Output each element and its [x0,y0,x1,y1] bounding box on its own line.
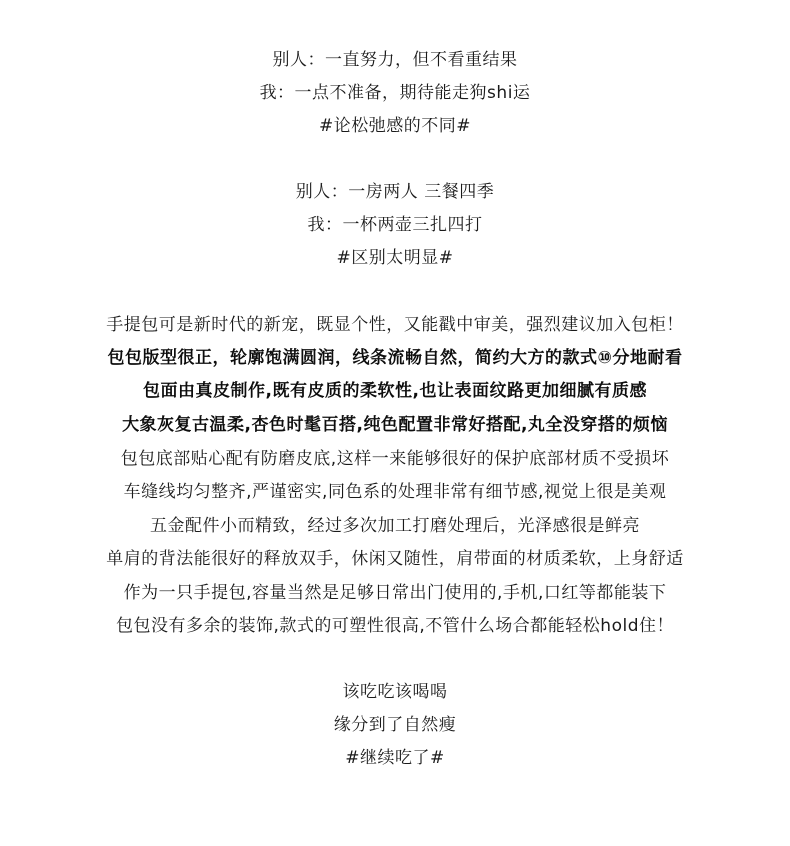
description-line: 车缝线均匀整齐,严谨密实,同色系的处理非常有细节感,视觉上很是美观 [123,482,667,502]
description-line: 单肩的背法能很好的释放双手，休闲又随性，肩带面的材质柔软，上身舒适 [106,549,684,569]
description-line: 作为一只手提包,容量当然是足够日常出门使用的,手机,口红等都能装下 [123,583,667,603]
closing-line: 缘分到了自然瘦 [333,715,457,735]
description-line: 五金配件小而精致，经过多次加工打磨处理后，光泽感很是鲜亮 [150,516,640,536]
description-line-bold: 包面由真皮制作,既有皮质的柔软性,也让表面纹路更加细腻有质感 [143,381,647,401]
description-line-bold: 包包版型很正，轮廓饱满圆润，线条流畅自然，简约大方的款式⑩分地耐看 [107,348,683,368]
closing-line: 该吃吃该喝喝 [342,682,448,702]
description-line: 包包底部贴心配有防磨皮底,这样一来能够很好的保护底部材质不受损坏 [120,449,670,469]
contrast-line-others: 别人：一房两人 三餐四季 [295,182,495,202]
intro-line-others: 别人：一直努力，但不看重结果 [272,50,518,70]
intro-line-me: 我：一点不准备，期待能走狗shi运 [259,83,531,103]
closing-hashtag: #继续吃了# [345,748,445,768]
contrast-hashtag: #区别太明显# [336,248,454,268]
description-line: 手提包可是新时代的新宠，既显个性，又能戳中审美，强烈建议加入包柜！ [106,315,684,335]
description-line: 包包没有多余的装饰,款式的可塑性很高,不管什么场合都能轻松hold住！ [116,616,674,636]
description-line-bold: 大象灰复古温柔,杏色时髦百搭,纯色配置非常好搭配,丸全没穿搭的烦恼 [122,415,668,435]
contrast-line-me: 我：一杯两壶三扎四打 [307,215,483,235]
intro-hashtag: #论松弛感的不同# [319,116,471,136]
